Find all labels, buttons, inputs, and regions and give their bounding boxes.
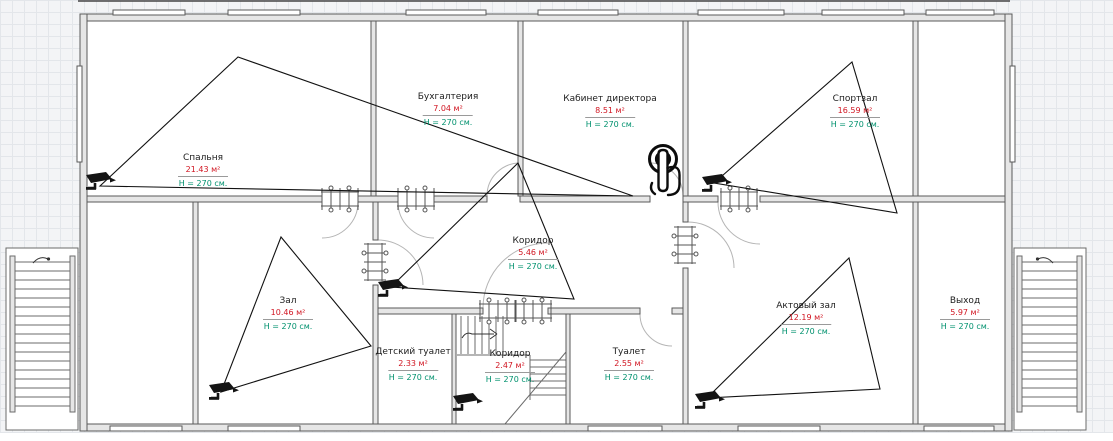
room-height: Н = 270 см. [508,262,558,271]
room-height: Н = 270 см. [604,373,654,382]
room-label-zal [263,296,313,331]
room-area: 8.51 м² [585,106,635,118]
room-height: Н = 270 см. [178,179,228,188]
room-label-koridor-stairs [485,349,535,384]
room-area: 2.33 м² [388,359,438,371]
room-name: Детский туалет [375,347,451,357]
room-area: 7.04 м² [423,104,473,116]
room-area: 5.97 м² [940,308,990,320]
room-label-aktoviy-zal [776,301,836,336]
room-label-detskiy-tualet [375,347,450,382]
room-label-koridor-main [508,236,558,271]
room-height: Н = 270 см. [485,375,535,384]
room-height: Н = 270 см. [585,120,635,129]
room-name: Бухгалтерия [417,92,479,102]
room-name: Выход [949,296,981,306]
room-area: 5.46 м² [508,248,558,260]
room-height: Н = 270 см. [423,118,473,127]
room-area: 21.43 м² [178,165,228,177]
room-label-buhgalteriya [418,92,479,127]
room-name: Туалет [612,347,646,357]
room-name: Актовый зал [776,301,836,311]
room-label-spalnya [178,153,228,188]
building-floor [80,14,1012,431]
room-area: 16.59 м² [830,106,880,118]
room-name: Кабинет директора [563,94,657,104]
room-area: 2.55 м² [604,359,654,371]
room-height: Н = 270 см. [940,322,990,331]
room-label-tualet [604,347,654,382]
room-name: Спальня [182,153,224,163]
canvas-bottom-strip [0,433,1113,441]
room-area: 2.47 м² [485,361,535,373]
room-height: Н = 270 см. [830,120,880,129]
room-name: Коридор [512,236,554,246]
external-staircase-right [1014,248,1086,430]
room-height: Н = 270 см. [388,373,438,382]
room-area: 12.19 м² [781,313,831,325]
room-name: Спортзал [832,94,878,104]
room-height: Н = 270 см. [263,322,313,331]
room-label-sportzal [830,94,880,129]
room-label-kabinet-direktora [563,94,657,129]
room-height: Н = 270 см. [781,327,831,336]
room-area: 10.46 м² [263,308,313,320]
room-label-vyhod [940,296,990,331]
external-staircase-left [6,248,78,430]
room-name: Зал [279,296,297,306]
room-name: Коридор [489,349,531,359]
